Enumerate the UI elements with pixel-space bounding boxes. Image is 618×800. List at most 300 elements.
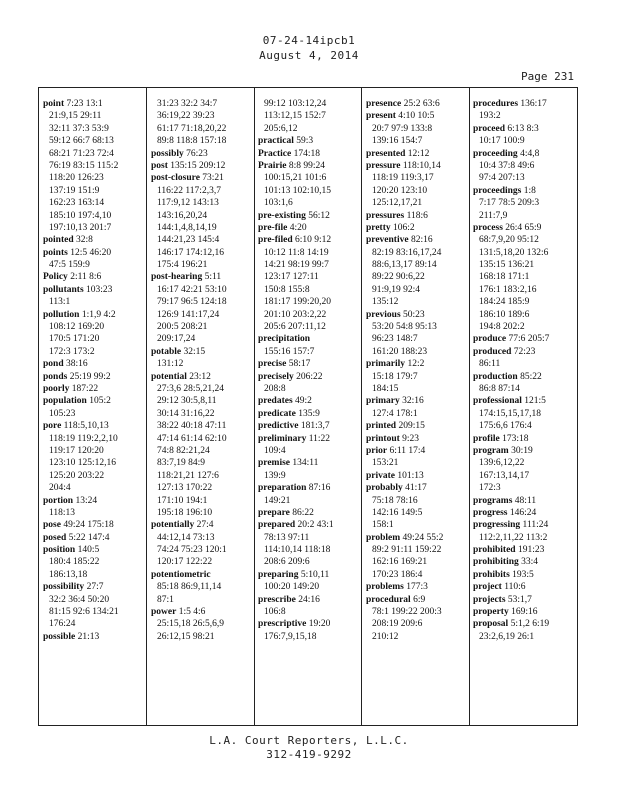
index-entry	[43, 309, 149, 321]
index-refs: 6:11 17:4	[389, 445, 426, 456]
index-entry	[366, 110, 472, 122]
index-entry-continuation	[366, 259, 472, 271]
index-refs: 206:22	[296, 371, 323, 382]
page-number: Page 231	[521, 70, 574, 83]
index-term: potential	[151, 371, 187, 382]
index-entry	[366, 594, 472, 606]
index-refs: 200:5 208:21	[157, 322, 208, 333]
index-refs: 142:16 149:5	[372, 507, 423, 518]
index-refs: 120:17 122:22	[157, 557, 213, 568]
index-refs: 112:2,11,22 113:2	[479, 532, 548, 543]
index-entry-continuation	[258, 383, 364, 395]
index-entry-continuation	[151, 98, 257, 110]
index-entry-continuation	[258, 445, 364, 457]
index-term: potentiometric	[151, 569, 211, 580]
index-term: prescribe	[258, 594, 296, 605]
index-term: problem	[366, 532, 401, 543]
index-refs: 87:1	[157, 594, 174, 605]
index-term: presence	[366, 99, 402, 109]
index-refs: 85:22	[520, 371, 542, 382]
index-refs: 59:3	[296, 136, 314, 147]
index-entry-continuation	[43, 333, 149, 345]
index-entry-continuation	[366, 371, 472, 383]
index-term: predates	[258, 396, 293, 407]
index-refs: 106:8	[264, 607, 286, 618]
index-refs: 186:13,18	[49, 569, 88, 580]
index-entry	[258, 234, 364, 246]
index-entry	[43, 371, 149, 383]
index-refs: 26:12,15 98:21	[157, 631, 215, 642]
index-refs: 23:2,6,19 26:1	[479, 631, 535, 642]
index-term: preliminary	[258, 433, 307, 444]
index-term: population	[43, 396, 87, 407]
index-entry	[366, 433, 472, 445]
index-entry-continuation	[258, 544, 364, 556]
index-term: points	[43, 247, 68, 258]
index-entry	[43, 284, 149, 296]
index-refs: 176:24	[49, 619, 76, 630]
index-refs: 136:17	[520, 99, 547, 109]
index-entry-continuation	[258, 631, 364, 643]
index-refs: 118:19 119:3,17	[372, 173, 434, 184]
index-entry	[258, 618, 364, 630]
index-term: possibility	[43, 582, 85, 593]
index-refs: 4:10 10:5	[398, 111, 435, 122]
index-term: pond	[43, 359, 64, 370]
index-refs: 153:21	[372, 458, 399, 469]
index-entry	[258, 160, 364, 172]
index-entry-continuation	[258, 185, 364, 197]
word-index-box	[38, 87, 578, 726]
index-entry	[258, 210, 364, 222]
index-term: property	[473, 607, 509, 618]
index-entry-continuation	[43, 185, 149, 197]
index-refs: 6:10 9:12	[295, 235, 332, 246]
index-refs: 110:6	[504, 582, 526, 593]
index-entry-continuation	[43, 148, 149, 160]
index-entry-continuation	[151, 135, 257, 147]
index-entry	[473, 445, 579, 457]
index-entry-continuation	[366, 618, 472, 630]
index-entry	[258, 371, 364, 383]
index-term: progress	[473, 507, 508, 518]
index-refs: 167:13,14,17	[479, 470, 530, 481]
index-entry-continuation	[473, 482, 579, 494]
index-entry	[151, 371, 257, 383]
index-entry-continuation	[151, 333, 257, 345]
index-refs: 100:15,21 101:6	[264, 173, 327, 184]
index-entry-continuation	[151, 532, 257, 544]
index-refs: 49:24 175:18	[63, 520, 114, 531]
index-entry-continuation	[366, 197, 472, 209]
index-entry-continuation	[473, 321, 579, 333]
index-entry	[43, 420, 149, 432]
index-term: produced	[473, 346, 512, 357]
footer-company: L.A. Court Reporters, L.L.C.	[209, 734, 409, 747]
index-term: production	[473, 371, 518, 382]
index-entry-continuation	[151, 110, 257, 122]
index-refs: 49:2	[295, 396, 312, 407]
index-entry-continuation	[473, 420, 579, 432]
index-refs: 6:9	[413, 594, 426, 605]
index-refs: 6:13 8:3	[507, 123, 539, 134]
index-refs: 175:6,6 176:4	[479, 421, 532, 432]
index-refs: 12:5 46:20	[70, 247, 112, 258]
index-entry	[366, 160, 472, 172]
index-refs: 89:8 118:8 157:18	[157, 136, 227, 147]
index-entry	[258, 222, 364, 234]
index-refs: 134:11	[292, 458, 319, 469]
index-entry	[366, 148, 472, 160]
index-refs: 143:16,20,24	[157, 210, 208, 221]
index-refs: 23:12	[189, 371, 211, 382]
index-term: programs	[473, 495, 513, 506]
index-refs: 139:16 154:7	[372, 136, 423, 147]
index-entry	[473, 581, 579, 593]
index-refs: 175:4 196:21	[157, 260, 208, 271]
index-refs: 161:20 188:23	[372, 346, 428, 357]
index-term: pretty	[366, 222, 391, 233]
index-refs: 58:17	[288, 359, 311, 370]
index-term: project	[473, 582, 502, 593]
index-refs: 38:22 40:18 47:11	[157, 421, 227, 432]
index-refs: 135:15 136:21	[479, 260, 535, 271]
index-entry-continuation	[473, 210, 579, 222]
index-entry-continuation	[43, 482, 149, 494]
index-entry-continuation	[258, 581, 364, 593]
index-refs: 56:12	[308, 210, 330, 221]
index-term: posed	[43, 532, 67, 543]
index-refs: 100:20 149:20	[264, 582, 320, 593]
index-entry-continuation	[258, 271, 364, 283]
index-term: prohibiting	[473, 557, 519, 568]
index-entry	[473, 556, 579, 568]
index-refs: 32:11 37:3 53:9	[49, 123, 109, 134]
index-entry-continuation	[151, 594, 257, 606]
index-entry-continuation	[473, 259, 579, 271]
index-refs: 201:10 203:2,22	[264, 309, 327, 320]
index-term: prescriptive	[258, 619, 307, 630]
index-refs: 103:1,6	[264, 198, 293, 209]
index-refs: 186:10 189:6	[479, 309, 530, 320]
index-entry	[473, 98, 579, 110]
index-refs: 177:3	[406, 582, 428, 593]
index-entry-continuation	[258, 556, 364, 568]
index-entry-continuation	[258, 495, 364, 507]
index-entry	[151, 271, 257, 283]
index-entry-continuation	[258, 346, 364, 358]
index-entry	[473, 333, 579, 345]
index-entry-continuation	[151, 507, 257, 519]
index-entry	[473, 123, 579, 135]
index-refs: 82:19 83:16,17,24	[372, 247, 442, 258]
index-entry-continuation	[366, 284, 472, 296]
index-entry	[258, 395, 364, 407]
index-entry-continuation	[43, 408, 149, 420]
index-term: preparation	[258, 483, 307, 494]
index-refs: 21:9,15 29:11	[49, 111, 102, 122]
index-term: preventive	[366, 235, 409, 246]
index-refs: 139:9	[264, 470, 286, 481]
index-refs: 73:21	[202, 173, 224, 184]
index-refs: 126:9 141:17,24	[157, 309, 220, 320]
index-entry	[366, 395, 472, 407]
index-entry	[151, 172, 257, 184]
index-entry-continuation	[43, 606, 149, 618]
index-refs: 78:13 97:11	[264, 532, 310, 543]
index-refs: 174:15,15,17,18	[479, 408, 542, 419]
index-entry-continuation	[473, 631, 579, 643]
index-refs: 114:10,14 118:18	[264, 545, 331, 556]
index-term: predictive	[258, 421, 299, 432]
index-refs: 83:7,19 84:9	[157, 458, 206, 469]
index-term: post	[151, 160, 168, 171]
index-refs: 176:7,9,15,18	[264, 631, 317, 642]
index-refs: 125:12,17,21	[372, 198, 423, 209]
index-entry-continuation	[43, 569, 149, 581]
index-refs: 105:23	[49, 408, 76, 419]
index-refs: 76:23	[186, 148, 208, 159]
index-refs: 10:17 100:9	[479, 136, 525, 147]
index-refs: 12:12	[407, 148, 430, 159]
index-entry-continuation	[151, 234, 257, 246]
index-entry	[366, 222, 472, 234]
index-entry-continuation	[473, 296, 579, 308]
index-term: preparing	[258, 569, 299, 580]
index-refs: 5:11	[204, 272, 222, 283]
index-refs: 27:4	[196, 520, 214, 531]
index-term: prepared	[258, 520, 296, 531]
index-term: poorly	[43, 383, 70, 394]
index-term: pressure	[366, 160, 401, 171]
index-entry	[366, 420, 472, 432]
index-refs: 99:12 103:12,24	[264, 99, 327, 109]
index-entry-continuation	[151, 544, 257, 556]
index-refs: 89:22 90:6,22	[372, 272, 425, 283]
index-refs: 162:16 169:21	[372, 557, 428, 568]
index-entry-continuation	[43, 172, 149, 184]
index-term: precise	[258, 359, 287, 370]
index-refs: 12:2	[407, 359, 425, 370]
index-refs: 191:23	[517, 545, 545, 556]
index-refs: 91:9,19 92:4	[372, 284, 421, 295]
index-entry-continuation	[151, 284, 257, 296]
index-refs: 172:3	[479, 483, 501, 494]
index-entry-continuation	[366, 271, 472, 283]
index-entry	[473, 495, 579, 507]
index-term: progressing	[473, 520, 521, 531]
index-refs: 1:5 4:6	[178, 607, 206, 618]
index-entry	[366, 98, 472, 110]
index-refs: 185:10 197:4,10	[49, 210, 112, 221]
index-term: pollutants	[43, 284, 84, 295]
index-term: position	[43, 545, 76, 556]
index-refs: 61:17 71:18,20,22	[157, 123, 227, 134]
index-term: precisely	[258, 371, 294, 382]
index-entry	[258, 148, 364, 160]
index-refs: 16:17 42:21 53:10	[157, 284, 227, 295]
index-entry-continuation	[366, 544, 472, 556]
index-entry	[151, 346, 257, 358]
index-refs: 14:21 98:19 99:7	[264, 260, 329, 271]
index-column-3	[258, 98, 364, 643]
index-refs: 155:16 157:7	[264, 346, 315, 357]
index-entry	[258, 433, 364, 445]
index-refs: 29:12 30:5,8,11	[157, 396, 217, 407]
transcript-date: August 4, 2014	[259, 49, 359, 62]
index-entry	[43, 395, 149, 407]
index-term: probably	[366, 483, 403, 494]
index-refs: 68:21 71:23 72:4	[49, 148, 114, 159]
index-entry	[151, 160, 257, 172]
index-entry	[151, 148, 257, 160]
index-entry-continuation	[151, 556, 257, 568]
index-refs: 47:14 61:14 62:10	[157, 433, 227, 444]
index-term: primary	[366, 396, 400, 407]
index-refs: 81:15 92:6 134:21	[49, 607, 119, 618]
index-refs: 170:23 186:4	[372, 569, 423, 580]
index-refs: 19:20	[308, 619, 331, 630]
index-term: potable	[151, 346, 182, 357]
index-refs: 205:6,12	[264, 123, 298, 134]
index-entry-continuation	[473, 457, 579, 469]
index-entry	[366, 234, 472, 246]
index-refs: 137:19 151:9	[49, 185, 100, 196]
index-entry-continuation	[151, 383, 257, 395]
index-entry-continuation	[151, 259, 257, 271]
index-entry	[43, 358, 149, 370]
index-entry-continuation	[43, 470, 149, 482]
index-refs: 74:8 82:21,24	[157, 445, 210, 456]
index-term: pointed	[43, 235, 74, 246]
index-refs: 109:4	[264, 445, 286, 456]
index-entry-continuation	[366, 346, 472, 358]
index-refs: 131:12	[157, 359, 184, 370]
index-term: Prairie	[258, 160, 287, 171]
index-refs: 4:20	[289, 222, 307, 233]
index-entry-continuation	[366, 333, 472, 345]
index-term: private	[366, 470, 396, 481]
index-refs: 24:16	[298, 594, 320, 605]
index-refs: 20:2 43:1	[297, 520, 334, 531]
index-refs: 27:7	[86, 582, 104, 593]
index-entry-continuation	[258, 197, 364, 209]
index-term: pre-filed	[258, 235, 293, 246]
index-entry-continuation	[43, 210, 149, 222]
index-refs: 20:7 97:9 133:8	[372, 123, 433, 134]
index-refs: 118:6	[406, 210, 428, 221]
index-entry	[258, 420, 364, 432]
index-refs: 208:8	[264, 383, 286, 394]
index-refs: 68:7,9,20 95:12	[479, 235, 539, 246]
index-refs: 139:6,12,22	[479, 458, 525, 469]
index-term: potentially	[151, 520, 195, 531]
index-refs: 27:3,6 28:5,21,24	[157, 383, 225, 394]
index-term: printout	[366, 433, 400, 444]
index-refs: 210:12	[372, 631, 399, 642]
index-refs: 49:24 55:2	[402, 532, 444, 543]
index-entry-continuation	[151, 420, 257, 432]
index-refs: 208:6 209:6	[264, 557, 310, 568]
index-entry-continuation	[473, 383, 579, 395]
index-entry-continuation	[151, 247, 257, 259]
index-column-2	[151, 98, 257, 643]
index-term: proposal	[473, 619, 509, 630]
index-entry	[473, 606, 579, 618]
index-refs: 1:8	[523, 185, 536, 196]
index-refs: 150:8 155:8	[264, 284, 310, 295]
index-refs: 11:22	[308, 433, 331, 444]
index-entry-continuation	[366, 296, 472, 308]
index-term: post-hearing	[151, 272, 203, 283]
index-entry	[43, 495, 149, 507]
index-entry	[258, 333, 364, 345]
index-refs: 1:1,9 4:2	[81, 309, 116, 320]
index-entry	[43, 581, 149, 593]
index-entry-continuation	[473, 271, 579, 283]
index-refs: 32:8	[76, 235, 93, 246]
index-refs: 119:17 120:20	[49, 445, 104, 456]
index-entry	[151, 519, 257, 531]
index-entry-continuation	[473, 110, 579, 122]
index-refs: 101:13 102:10,15	[264, 185, 332, 196]
index-column-1	[43, 98, 149, 643]
index-term: premise	[258, 458, 291, 469]
index-entry	[43, 532, 149, 544]
index-refs: 85:18 86:9,11,14	[157, 582, 222, 593]
index-refs: 7:17 78:5 209:3	[479, 198, 540, 209]
index-refs: 118:13	[49, 507, 76, 518]
index-refs: 44:12,14 73:13	[157, 532, 215, 543]
index-entry	[258, 482, 364, 494]
index-entry-continuation	[151, 618, 257, 630]
index-entry-continuation	[366, 507, 472, 519]
index-refs: 204:4	[49, 483, 71, 494]
index-refs: 193:2	[479, 111, 501, 122]
index-refs: 118:21,21 127:6	[157, 470, 219, 481]
index-term: proceed	[473, 123, 506, 134]
index-refs: 86:22	[292, 507, 314, 518]
index-refs: 125:20 203:22	[49, 470, 105, 481]
index-refs: 140:5	[77, 545, 100, 556]
index-term: point	[43, 99, 65, 109]
index-refs: 158:1	[372, 520, 394, 531]
index-entry	[43, 98, 149, 110]
index-entry-continuation	[258, 296, 364, 308]
index-refs: 127:13 170:22	[157, 483, 213, 494]
index-refs: 116:22 117:2,3,7	[157, 185, 221, 196]
index-term: presented	[366, 148, 406, 159]
index-term: present	[366, 111, 396, 122]
index-entry-continuation	[258, 172, 364, 184]
index-refs: 53:1,7	[507, 594, 532, 605]
index-refs: 146:24	[509, 507, 537, 518]
index-term: primarily	[366, 359, 406, 370]
index-entry-continuation	[366, 408, 472, 420]
index-entry-continuation	[366, 247, 472, 259]
index-entry	[473, 594, 579, 606]
index-entry-continuation	[473, 197, 579, 209]
index-refs: 135:9	[298, 408, 320, 419]
index-refs: 48:11	[514, 495, 537, 506]
index-entry-continuation	[366, 569, 472, 581]
transcript-id: 07-24-14ipcb1	[262, 34, 356, 47]
index-refs: 86:11	[479, 359, 501, 370]
index-refs: 173:18	[502, 433, 529, 444]
index-entry-continuation	[258, 123, 364, 135]
index-refs: 181:17 199:20,20	[264, 297, 332, 308]
index-term: pore	[43, 421, 62, 432]
